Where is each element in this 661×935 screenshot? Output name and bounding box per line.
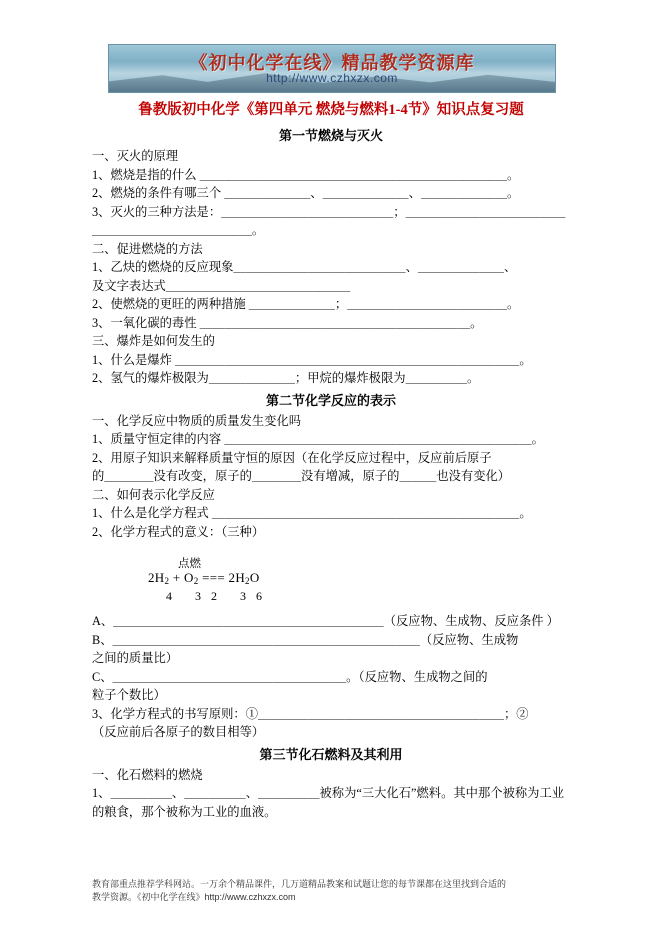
equation-condition: 点燃 — [178, 558, 201, 570]
section-2-after-line-0: A、＿＿＿＿＿＿＿＿＿＿＿＿＿＿＿＿＿＿＿＿＿＿（反应物、生成物、反应条件 ） — [92, 614, 559, 628]
section-2-line-5: 1、什么是化学方程式 ＿＿＿＿＿＿＿＿＿＿＿＿＿＿＿＿＿＿＿＿＿＿＿＿＿。 — [92, 506, 532, 520]
section-2-line-2: 2、用原子知识来解释质量守恒的原因（在化学反应过程中，反应前后原子 — [92, 450, 492, 465]
section-3-line-1: 1、＿＿＿＿＿、＿＿＿＿＿、＿＿＿＿＿被称为“三大化石”燃料。其中那个被称为工业 — [92, 786, 565, 800]
section-1-line-2: 2、燃烧的条件有哪三个 ＿＿＿＿＿＿＿、＿＿＿＿＿＿＿、＿＿＿＿＿＿＿。 — [92, 186, 520, 200]
section-2-after-line-5: 3、化学方程式的书写原则：①＿＿＿＿＿＿＿＿＿＿＿＿＿＿＿＿＿＿＿＿；② — [92, 706, 529, 721]
equation-mass-numbers: 4 32 36 — [166, 589, 272, 603]
chemical-equation — [92, 555, 570, 604]
banner-url: http://www.czhxzx.com — [266, 71, 398, 85]
page-footer — [92, 878, 572, 904]
section-1-line-9: 3、一氧化碳的毒性 ＿＿＿＿＿＿＿＿＿＿＿＿＿＿＿＿＿＿＿＿＿＿。 — [92, 315, 483, 330]
section-2-after-line-3: C、＿＿＿＿＿＿＿＿＿＿＿＿＿＿＿＿＿＿＿。（反应物、生成物之间的 — [92, 669, 488, 684]
section-3-heading: 第三节化石燃料及其利用 — [259, 746, 403, 762]
section-2-line-1: 1、质量守恒定律的内容 ＿＿＿＿＿＿＿＿＿＿＿＿＿＿＿＿＿＿＿＿＿＿＿＿＿。 — [92, 432, 544, 446]
section-1-line-6: 1、乙炔的燃烧的反应现象＿＿＿＿＿＿＿＿＿＿＿＿＿＿、＿＿＿＿＿＿＿、 — [92, 260, 517, 274]
section-1-line-7: 及文字表达式＿＿＿＿＿＿＿＿＿＿＿＿＿＿＿ — [92, 278, 351, 293]
page-title: 鲁教版初中化学《第四单元 燃烧与燃料1-4节》知识点复习题 — [138, 102, 524, 118]
section-1-line-3: 3、灭火的三种方法是：＿＿＿＿＿＿＿＿＿＿＿＿＿＿；＿＿＿＿＿＿＿＿＿＿＿＿＿ — [92, 204, 566, 219]
section-2-after-line-1: B、＿＿＿＿＿＿＿＿＿＿＿＿＿＿＿＿＿＿＿＿＿＿＿＿＿（反应物、生成物 — [92, 632, 519, 647]
section-1-line-0: 一、灭火的原理 — [92, 149, 179, 163]
section-1-line-4: ＿＿＿＿＿＿＿＿＿＿＿＿＿。 — [92, 223, 265, 237]
section-1-line-11: 1、什么是爆炸 ＿＿＿＿＿＿＿＿＿＿＿＿＿＿＿＿＿＿＿＿＿＿＿＿＿＿＿＿。 — [92, 352, 532, 367]
footer-line-2: 教学资源。《初中化学在线》http://www.czhxzx.com — [92, 892, 296, 902]
section-1-line-1: 1、燃烧是指的什么 ＿＿＿＿＿＿＿＿＿＿＿＿＿＿＿＿＿＿＿＿＿＿＿＿＿。 — [92, 167, 520, 182]
section-2-line-0: 一、化学反应中物质的质量发生变化吗 — [92, 413, 302, 428]
section-3-line-0: 一、化石燃料的燃烧 — [92, 767, 203, 782]
section-3-line-2: 的粮食，那个被称为工业的血液。 — [92, 804, 277, 819]
section-1-line-12: 2、氢气的爆炸极限为＿＿＿＿＿＿＿；甲烷的爆炸极限为＿＿＿＿＿。 — [92, 371, 480, 385]
section-1-line-10: 三、爆炸是如何发生的 — [92, 334, 215, 348]
section-1-heading: 第一节燃烧与灭火 — [278, 128, 383, 143]
section-2-heading: 第二节化学反应的表示 — [265, 392, 396, 408]
section-2-line-3: 的＿＿＿＿没有改变，原子的＿＿＿＿没有增减，原子的＿＿＿也没有变化） — [92, 469, 511, 483]
section-2-after-line-6: （反应前后各原子的数目相等） — [92, 725, 265, 739]
banner-title: 《初中化学在线》精品教学资源库 — [189, 53, 475, 73]
section-2-line-6: 2、化学方程式的意义：（三种） — [92, 524, 265, 539]
section-2-after-line-4: 粒子个数比） — [92, 688, 166, 702]
site-banner — [108, 44, 556, 93]
document-content — [92, 100, 570, 821]
section-1-line-8: 2、使燃烧的更旺的两种措施 ＿＿＿＿＿＿＿；＿＿＿＿＿＿＿＿＿＿＿＿＿。 — [92, 297, 520, 311]
footer-line-1: 教育部重点推荐学科网站。一万余个精品课件，几万道精品教案和试题让您的每节课都在这里找到合适的 — [92, 879, 507, 889]
section-1-line-5: 二、促进燃烧的方法 — [92, 241, 203, 256]
equation-formula: $2H_2 + O_2$ === $2H_2O$ — [148, 570, 260, 586]
section-2-after-line-2: 之间的质量比） — [92, 651, 179, 665]
section-2-line-4: 二、如何表示化学反应 — [92, 487, 215, 502]
